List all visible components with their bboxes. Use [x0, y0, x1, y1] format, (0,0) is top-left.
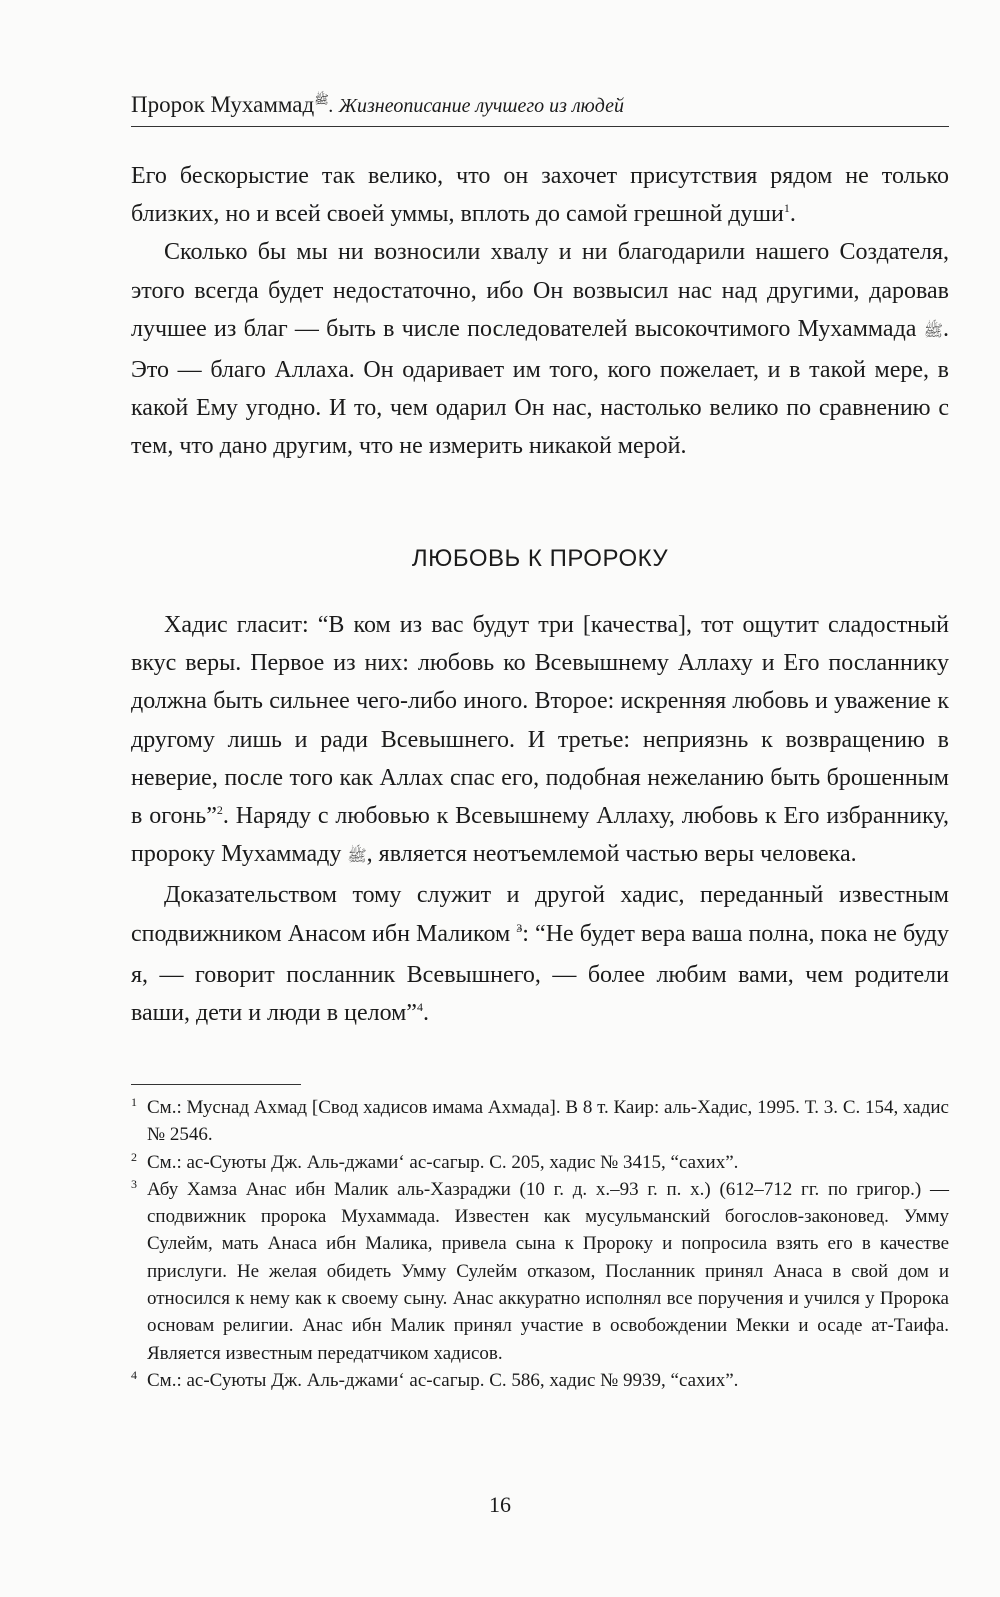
footnote-2 [131, 1149, 949, 1176]
footnote-number: 1 [131, 1095, 137, 1109]
footnote-text: См.: ас-Суюты Дж. Аль-джами‘ ас-сагыр. С. 586, хадис № 9939, “сахих”. [147, 1369, 739, 1391]
footnote-number: 2 [131, 1149, 137, 1164]
running-head [131, 90, 949, 121]
footnotes [131, 1094, 949, 1394]
paragraph-4-end: . [422, 1000, 429, 1027]
paragraph-1-text: Его бескорыстие так велико, что он захочет присутствия рядом не только близких, но и всей своей уммы, вплоть до самой грешной души [131, 163, 949, 228]
footnote-text: См.: ас-Суюты Дж. Аль-джами‘ ас-сагыр. С. 205, хадис № 3415, “сахих”. [147, 1151, 739, 1173]
text-block-1 [131, 157, 949, 466]
footnote-number: 4 [131, 1367, 137, 1382]
page-number: 16 [489, 1492, 511, 1517]
footnote-text: Абу Хамза Анас ибн Малик аль-Хазраджи (10 г. д. х.–93 г. п. х.) (612–712 гг. по григор.) — сподвижник пророка Мухаммада. Известен как мусульманский богослов-законовед. Умму Сулейм, мать Анаса ибн Малика, привела сына к Пророку и попросила взять его в качестве прислуги. Не желая обидеть Умму Сулейм отказом, Посланник принял Анаса в свой дом и относился к нему как к своему сыну. Анас аккуратно исполнял все поручения и учился у Пророка основам религии. Анас ибн Малик принял участие в освобождении Мекки и осаде ат-Таифа. Является известным передатчиком хадисов. [147, 1178, 949, 1364]
footnote-ref-4[interactable]: 4 [416, 1000, 423, 1015]
honorific-mark: ﷺ [314, 92, 329, 107]
paragraph-3-text-b: . Наряду с любовью к Всевышнему Аллаху, любовь к Его избраннику, пророку Мухаммаду [131, 803, 949, 868]
paragraph-1-end: . [789, 201, 796, 228]
paragraph-3-text-a: Хадис гласит: “В ком из вас будут три [качества], тот ощутит сладостный вкус веры. Первое из них: любовь ко Всевышнему Аллаху и Его посланнику должна быть сильнее чего-либо иного. Второе: искренняя любовь и уважение к другому лишь и ради Всевышнего. И третье: неприязнь к возвращению в неверие, после того как Аллах спас его, подобная нежеланию быть брошенным в огонь” [131, 612, 949, 830]
footnote-1 [131, 1094, 949, 1149]
footnote-3 [131, 1176, 949, 1367]
footnote-ref-3[interactable]: 3 [516, 920, 523, 935]
book-subtitle: . Жизнеописание лучшего из людей [328, 95, 625, 117]
paragraph-4 [131, 876, 949, 1032]
paragraph-3 [131, 606, 949, 876]
paragraph-3-text-c: , является неотъемлемой частью веры человека. [366, 841, 857, 868]
book-title: Пророк Мухаммад [131, 92, 315, 117]
footnote-ref-2[interactable]: 2 [216, 803, 223, 818]
footnote-4 [131, 1367, 949, 1394]
paragraph-1 [131, 157, 949, 233]
footnote-text: См.: Муснад Ахмад [Свод хадисов имама Ахмада]. В 8 т. Каир: аль-Хадис, 1995. Т. 3. С. 154, хадис № 2546. [147, 1097, 949, 1146]
footnote-number: 3 [131, 1176, 137, 1191]
text-block-2 [131, 606, 949, 1032]
footnote-ref-1[interactable]: 1 [783, 201, 790, 216]
paragraph-4-text-a: Доказательством тому служит и другой хадис, переданный известным сподвижником Анасом ибн Маликом [131, 882, 949, 947]
section-heading: ЛЮБОВЬ К ПРОРОКУ [411, 545, 669, 572]
paragraph-4-text-b: : “Не будет вера ваша полна, пока не буду я, — говорит посланник Всевышнего, — более любим вами, чем родители ваши, дети и люди в целом” [131, 920, 950, 1027]
paragraph-2-text-a: Сколько бы мы ни возносили хвалу и ни благодарили нашего Создателя, этого всегда будет недостаточно, ибо Он возвысил нас над другими, даровав лучшее из благ — быть в числе последователей высокочтимого Мухаммада [131, 239, 949, 342]
footnote-rule [131, 1084, 301, 1085]
salawat-mark: ﷺ [923, 322, 944, 340]
paragraph-2 [131, 233, 949, 465]
header-rule [131, 126, 949, 127]
paragraph-2-text-b: . Это — благо Аллаха. Он одаривает им того, кого пожелает, и в такой мере, в какой Ему угодно. И то, чем одарил Он нас, настолько велико по сравнению с тем, что дано другим, что не измерить никакой мерой. [131, 315, 950, 460]
salawat-mark: ﷺ [347, 848, 367, 866]
